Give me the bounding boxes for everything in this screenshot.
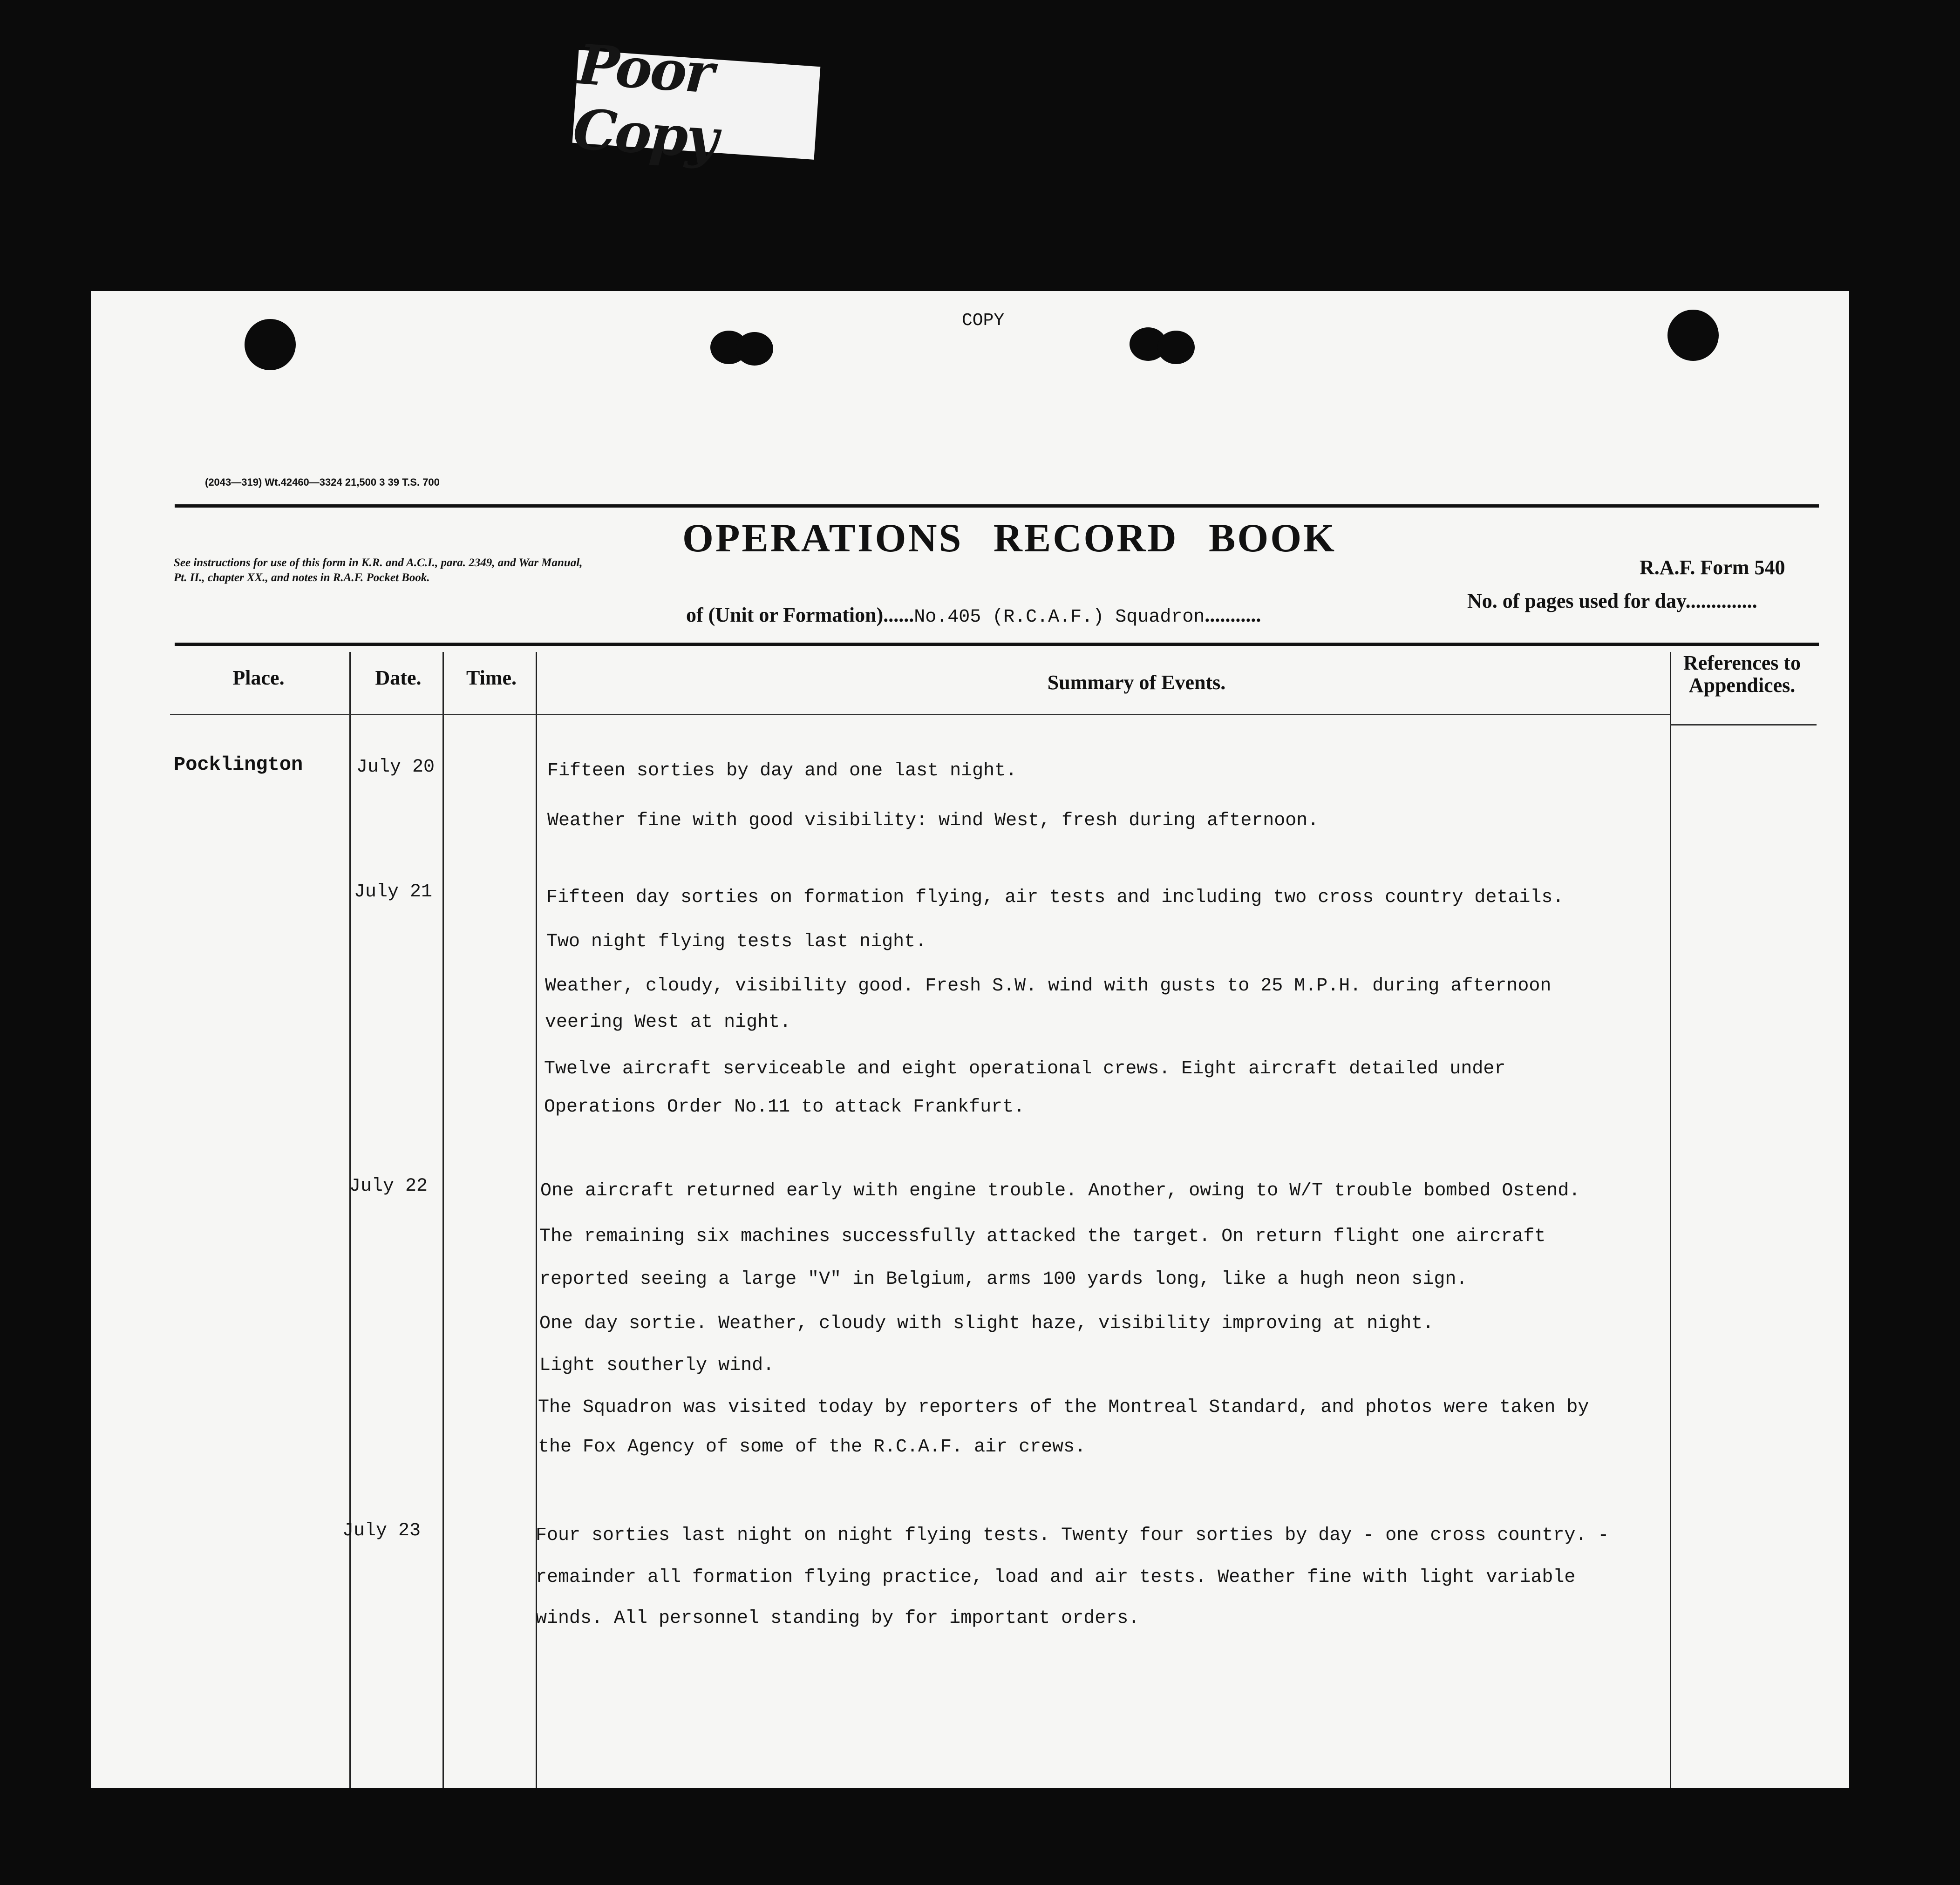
entry-date: July 20 [356,757,435,778]
top-rule [175,504,1819,508]
event-line: veering West at night. [545,1012,791,1033]
event-line: reported seeing a large "V" in Belgium, arms 100 yards long, like a hugh neon sign. [539,1269,1468,1290]
punch-hole-left [245,319,296,370]
pages-used-label: No. of pages used for day [1467,590,1686,612]
event-line: Fifteen sorties by day and one last night. [547,760,1017,781]
event-line: Fifteen day sorties on formation flying, air tests and including two cross country details. [546,887,1564,908]
col-divider-place [349,652,351,1788]
col-header-place: Place. [232,666,285,689]
event-line: One day sortie. Weather, cloudy with slight haze, visibility improving at night. [539,1313,1434,1334]
unit-field: of (Unit or Formation)......No.405 (R.C.A.F.) Squadron........... [686,603,1261,628]
entry-date: July 23 [342,1520,421,1541]
col-header-date: Date. [375,666,422,689]
record-sheet [91,291,1849,1788]
header-rule [175,643,1819,646]
copy-stamp: COPY [962,311,1005,331]
col-header-summary: Summary of Events. [1047,671,1226,694]
event-line: Twelve aircraft serviceable and eight operational crews. Eight aircraft detailed under [544,1058,1506,1079]
event-line: remainder all formation flying practice, load and air tests. Weather fine with light variable [536,1567,1576,1588]
col-divider-date [442,652,444,1788]
entry-date: July 21 [354,881,433,902]
col-header-time: Time. [466,666,517,689]
event-line: winds. All personnel standing by for important orders. [536,1608,1140,1629]
event-line: The Squadron was visited today by reporters of the Montreal Standard, and photos were taken by [538,1397,1589,1418]
pages-used-field: No. of pages used for day.............. [1467,590,1757,612]
entry-date: July 22 [349,1176,428,1197]
col-divider-summary [1670,652,1671,1788]
form-instructions: See instructions for use of this form in K.R. and A.C.I., para. 2349, and War Manual, Pt. II., chapter XX., and notes in R.A.F. Pocket Book. [174,556,583,584]
punch-hole-right [1667,310,1719,361]
unit-label: of (Unit or Formation) [686,603,884,626]
place-value: Pocklington [174,753,303,776]
form-number: R.A.F. Form 540 [1640,556,1785,579]
header-underline-left [170,714,1670,715]
page-title: OPERATIONS RECORD BOOK [682,515,1336,560]
poor-copy-label [571,32,821,171]
header-underline-right [1670,724,1817,726]
unit-value: No.405 (R.C.A.F.) Squadron [914,607,1205,628]
print-code: (2043—319) Wt.42460—3324 21,500 3 39 T.S. 700 [205,476,440,488]
event-line: The remaining six machines successfully attacked the target. On return flight one aircraft [539,1226,1546,1247]
event-line: the Fox Agency of some of the R.C.A.F. air crews. [538,1437,1086,1458]
event-line: Two night flying tests last night. [546,931,927,952]
binding-blot-left-2 [736,332,773,366]
event-line: Weather fine with good visibility: wind West, fresh during afternoon. [547,810,1319,831]
event-line: Light southerly wind. [539,1355,775,1376]
event-line: Four sorties last night on night flying tests. Twenty four sorties by day - one cross country. - [536,1525,1609,1546]
binding-blot-right-2 [1157,331,1195,364]
col-header-references: References to Appendices. [1683,651,1801,697]
event-line: Operations Order No.11 to attack Frankfurt. [544,1097,1025,1118]
handwritten-label-text: Poor Copy [571,32,719,171]
event-line: Weather, cloudy, visibility good. Fresh S.W. wind with gusts to 25 M.P.H. during afternoon [545,976,1552,997]
event-line: One aircraft returned early with engine trouble. Another, owing to W/T trouble bombed Ostend. [540,1180,1580,1201]
